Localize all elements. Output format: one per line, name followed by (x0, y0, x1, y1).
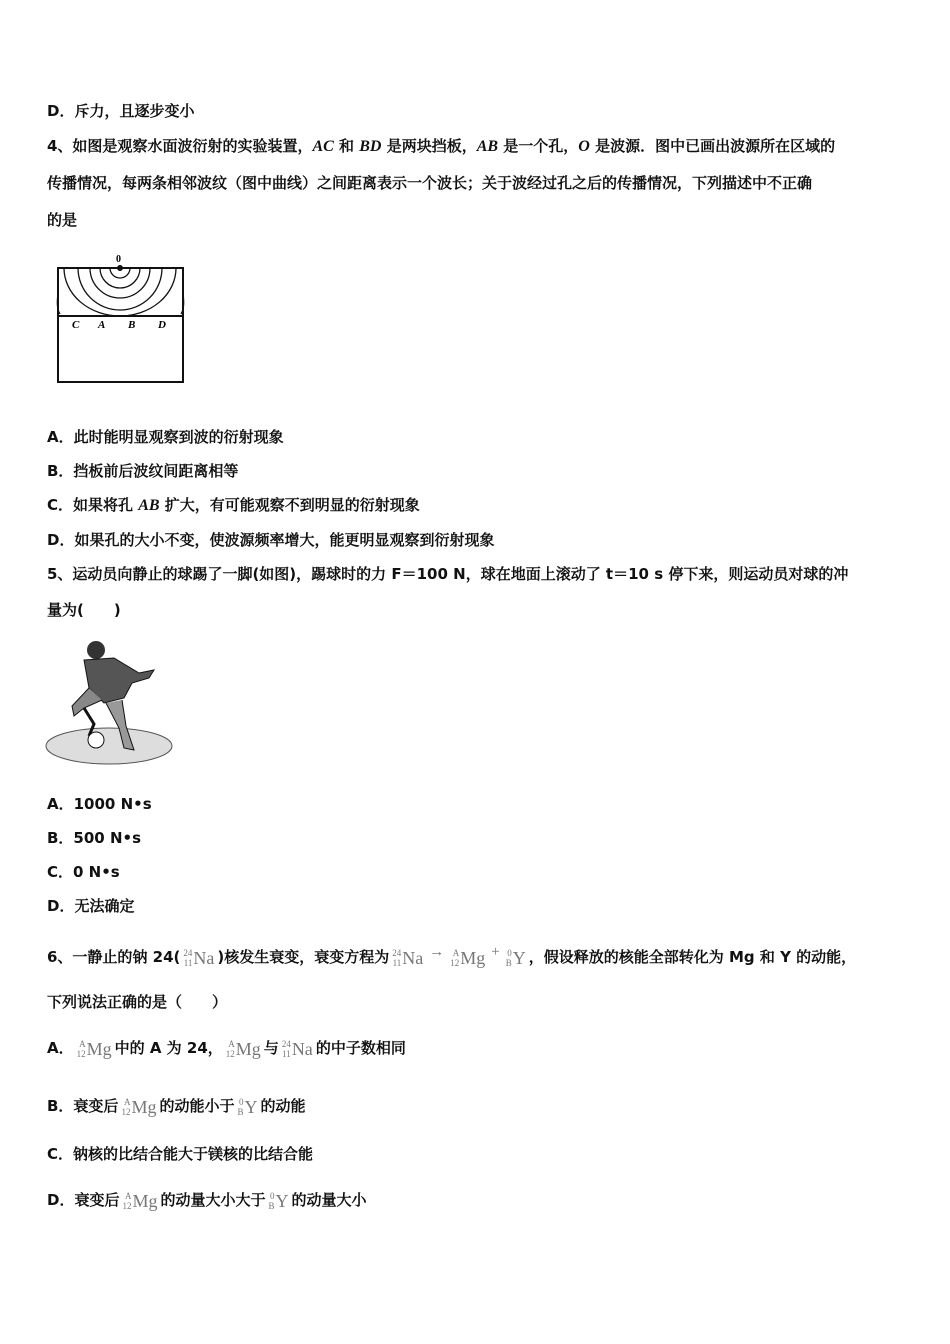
mass-number: A (79, 1039, 86, 1049)
symbol: Mg (460, 948, 486, 968)
q5-stem-line1: 5、运动员向静止的球踢了一脚(如图)，踢球时的力 F＝100 N，球在地面上滚动了 t＝10 s 停下来，则运动员对球的冲 (47, 565, 849, 583)
mass-number: A (123, 1097, 131, 1107)
symbol: Y (244, 1097, 258, 1117)
q5-option-b: B．500 N•s (47, 829, 142, 847)
mass-number: 24 (183, 948, 193, 958)
atomic-number: B (237, 1107, 244, 1117)
nuclide-mg (77, 1039, 112, 1059)
text: 与 (263, 1039, 279, 1057)
mass-number: 0 (270, 1191, 275, 1201)
text: 的动量大小 (291, 1191, 367, 1209)
atomic-number: B (268, 1201, 275, 1211)
text: 4、如图是观察水面波衍射的实验装置， (47, 137, 313, 155)
mass-number: 24 (281, 1039, 291, 1049)
text: 是一个孔， (498, 137, 579, 155)
symbol: Na (193, 948, 215, 968)
nuclide-mg (450, 948, 485, 968)
q4-option-b: B．挡板前后波纹间距离相等 (47, 462, 239, 480)
q6-option-a (47, 1038, 406, 1059)
text: 的动能小于 (159, 1097, 235, 1115)
q5-option-d: D．无法确定 (47, 897, 135, 915)
text: 中的 A 为 24， (114, 1039, 223, 1057)
text: AB (476, 138, 499, 155)
q4-stem-line2: 传播情况，每两条相邻波纹（图中曲线）之间距离表示一个波长；关于波经过孔之后的传播情况，下列描述中不正确 (47, 174, 813, 192)
text: )核发生衰变，衰变方程为 (217, 948, 390, 966)
text: ，假设释放的核能全部转化为 Mg 和 Y 的动能， (528, 948, 857, 966)
label-a: A (98, 319, 106, 331)
soccer-player-figure (44, 628, 174, 770)
q4-stem-line3: 的是 (47, 211, 78, 229)
nuclide-na (183, 948, 214, 968)
nuclide-na (282, 1039, 313, 1059)
atomic-number: 12 (76, 1049, 86, 1059)
nuclide-y (237, 1097, 257, 1117)
plus-sign: + (491, 944, 500, 960)
mass-number: A (452, 948, 460, 958)
atomic-number: 12 (122, 1201, 132, 1211)
symbol: Mg (86, 1039, 112, 1059)
q3-option-d: D．斥力，且逐步变小 (47, 102, 195, 120)
nuclide-na (392, 948, 423, 968)
symbol: Na (291, 1039, 313, 1059)
symbol: Mg (235, 1039, 261, 1059)
symbol: Y (512, 948, 526, 968)
q5-option-c: C．0 N•s (47, 863, 120, 881)
mass-number: 0 (238, 1097, 244, 1107)
text: 6、一静止的钠 24( (47, 948, 181, 966)
text: B．衰变后 (47, 1097, 119, 1115)
text: D．衰变后 (47, 1191, 120, 1209)
text: A． (47, 1039, 74, 1057)
text: 是两块挡板， (381, 137, 477, 155)
arrow-icon: → (429, 944, 445, 960)
q6-option-c: C．钠核的比结合能大于镁核的比结合能 (47, 1145, 314, 1163)
text: 扩大，有可能观察不到明显的衍射现象 (159, 496, 420, 514)
nuclide-mg (226, 1039, 261, 1059)
text: C．如果将孔 (47, 496, 139, 514)
atomic-number: 12 (121, 1107, 131, 1117)
q6-option-b (47, 1096, 306, 1117)
q5-option-a: A．1000 N•s (47, 795, 152, 813)
label-b: B (128, 319, 136, 331)
atomic-number: 12 (225, 1049, 235, 1059)
q4-option-a: A．此时能明显观察到波的衍射现象 (47, 428, 284, 446)
symbol: Mg (132, 1191, 158, 1211)
symbol: Y (275, 1191, 289, 1211)
text: O (578, 138, 590, 155)
text: AB (138, 497, 160, 514)
source-label: 0 (116, 254, 121, 265)
nuclide-y (506, 948, 526, 968)
text: 的中子数相同 (315, 1039, 406, 1057)
label-d: D (158, 319, 166, 331)
nuclide-mg (121, 1097, 156, 1117)
nuclide-y (268, 1191, 288, 1211)
nuclide-mg (122, 1191, 157, 1211)
symbol: Mg (131, 1097, 157, 1117)
symbol: Na (402, 948, 424, 968)
text: 和 (333, 137, 360, 155)
atomic-number: 11 (392, 958, 402, 968)
atomic-number: 11 (183, 958, 193, 968)
text: 是波源．图中已画出波源所在区域的 (589, 137, 836, 155)
q6-stem-line2: 下列说法正确的是（ ） (47, 993, 228, 1011)
atomic-number: B (505, 958, 512, 968)
mass-number: 0 (507, 948, 512, 958)
q6-stem-line1 (47, 942, 856, 968)
q6-option-d (47, 1190, 367, 1211)
wave-diffraction-figure (50, 248, 190, 388)
q4-option-d: D．如果孔的大小不变，使波源频率增大，能更明显观察到衍射现象 (47, 531, 495, 549)
text: BD (359, 138, 382, 155)
mass-number: A (124, 1191, 132, 1201)
text: 的动量大小大于 (160, 1191, 266, 1209)
mass-number: A (228, 1039, 235, 1049)
atomic-number: 12 (450, 958, 460, 968)
text: AC (312, 138, 334, 155)
q5-stem-line2: 量为( ) (47, 601, 121, 619)
mass-number: 24 (392, 948, 402, 958)
q4-stem-line1 (47, 136, 835, 157)
label-c: C (72, 319, 80, 331)
atomic-number: 11 (282, 1049, 291, 1059)
text: 的动能 (260, 1097, 306, 1115)
q4-option-c (47, 495, 420, 516)
